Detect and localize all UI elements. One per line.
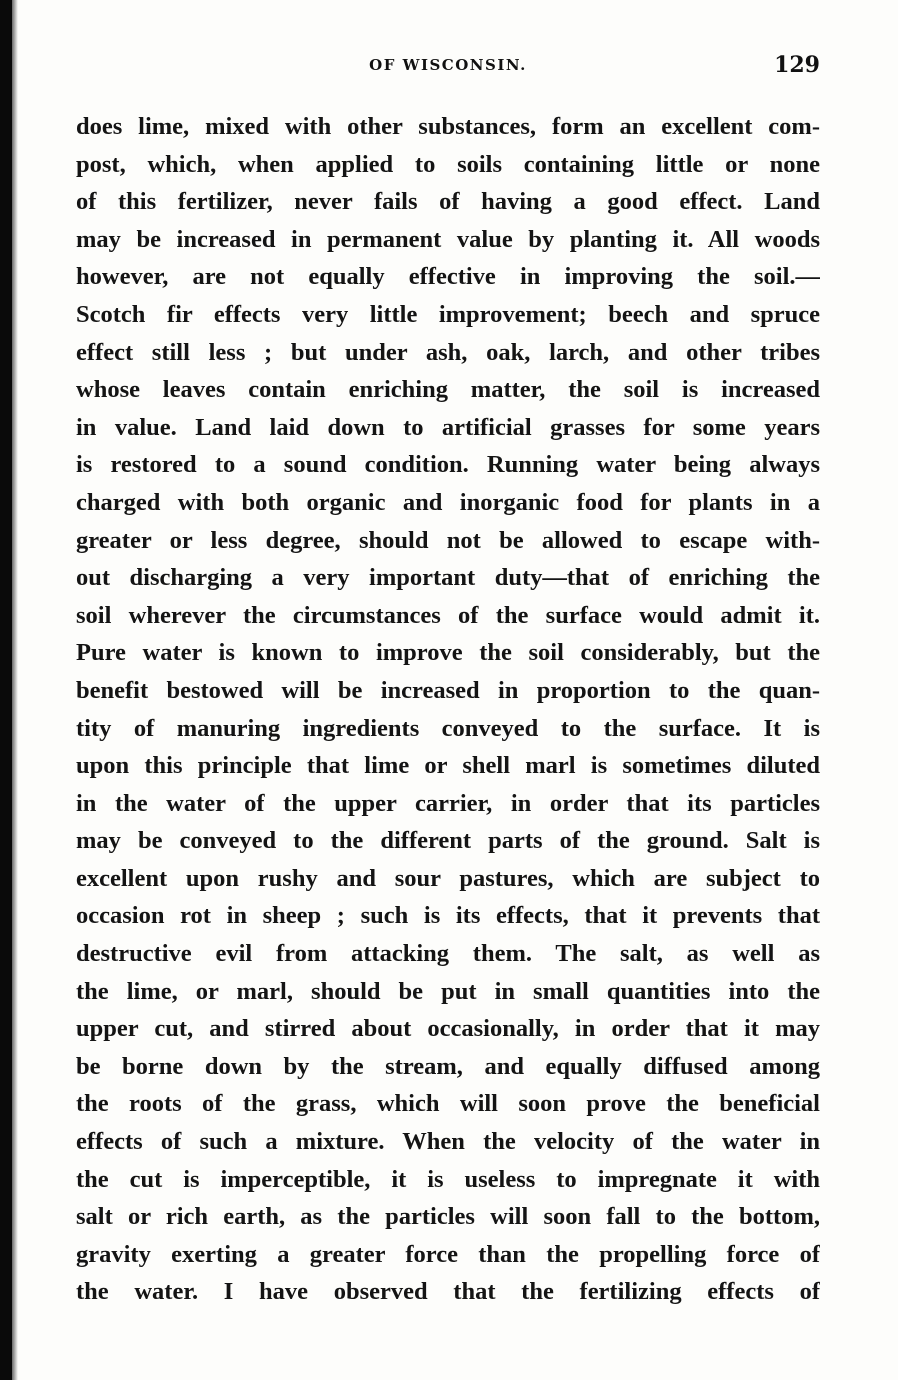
text-line: the roots of the grass, which will soon prove the beneficial	[76, 1090, 820, 1118]
running-title: OF WISCONSIN.	[369, 56, 527, 74]
text-line: the lime, or marl, should be put in small quantities into the	[76, 977, 820, 1005]
text-line: tity of manuring ingredients conveyed to the surface. It is	[76, 714, 820, 742]
binding-edge	[0, 0, 12, 1380]
text-line: upper cut, and stirred about occasionally, in order that it may	[76, 1015, 820, 1043]
text-line: however, are not equally effective in improving the soil.—	[76, 263, 820, 291]
text-line: be borne down by the stream, and equally diffused among	[76, 1052, 820, 1080]
text-line: occasion rot in sheep ; such is its effects, that it prevents that	[76, 902, 820, 930]
body-text	[76, 108, 820, 1311]
text-line: destructive evil from attacking them. The salt, as well as	[76, 940, 820, 968]
text-line: effects of such a mixture. When the velocity of the water in	[76, 1128, 820, 1156]
text-line: upon this principle that lime or shell marl is sometimes diluted	[76, 752, 820, 780]
text-line: soil wherever the circumstances of the surface would admit it.	[76, 601, 820, 629]
text-line: gravity exerting a greater force than the propelling force of	[76, 1240, 820, 1268]
text-line: greater or less degree, should not be allowed to escape with-	[76, 526, 820, 554]
text-line: Pure water is known to improve the soil considerably, but the	[76, 639, 820, 667]
text-line: of this fertilizer, never fails of having a good effect. Land	[76, 188, 820, 216]
text-line: in the water of the upper carrier, in order that its particles	[76, 789, 820, 817]
running-head	[76, 52, 820, 82]
text-line: whose leaves contain enriching matter, the soil is increased	[76, 376, 820, 404]
text-line: may be increased in permanent value by planting it. All woods	[76, 225, 820, 253]
text-line: may be conveyed to the different parts of the ground. Salt is	[76, 827, 820, 855]
text-line: excellent upon rushy and sour pastures, which are subject to	[76, 864, 820, 892]
text-line: is restored to a sound condition. Running water being always	[76, 451, 820, 479]
binding-shadow	[12, 0, 18, 1380]
text-line: benefit bestowed will be increased in proportion to the quan-	[76, 676, 820, 704]
text-line: the cut is imperceptible, it is useless to impregnate it with	[76, 1165, 820, 1193]
text-line: Scotch fir effects very little improvement; beech and spruce	[76, 300, 820, 328]
text-line: out discharging a very important duty—that of enriching the	[76, 564, 820, 592]
text-line: salt or rich earth, as the particles will soon fall to the bottom,	[76, 1203, 820, 1231]
text-line: in value. Land laid down to artificial grasses for some years	[76, 413, 820, 441]
page-number: 129	[774, 52, 820, 78]
text-line: post, which, when applied to soils containing little or none	[76, 150, 820, 178]
text-line: does lime, mixed with other substances, form an excellent com-	[76, 113, 820, 140]
text-line: effect still less ; but under ash, oak, larch, and other tribes	[76, 338, 820, 366]
text-line: the water. I have observed that the fertilizing effects of	[76, 1278, 820, 1306]
text-line: charged with both organic and inorganic food for plants in a	[76, 488, 820, 516]
